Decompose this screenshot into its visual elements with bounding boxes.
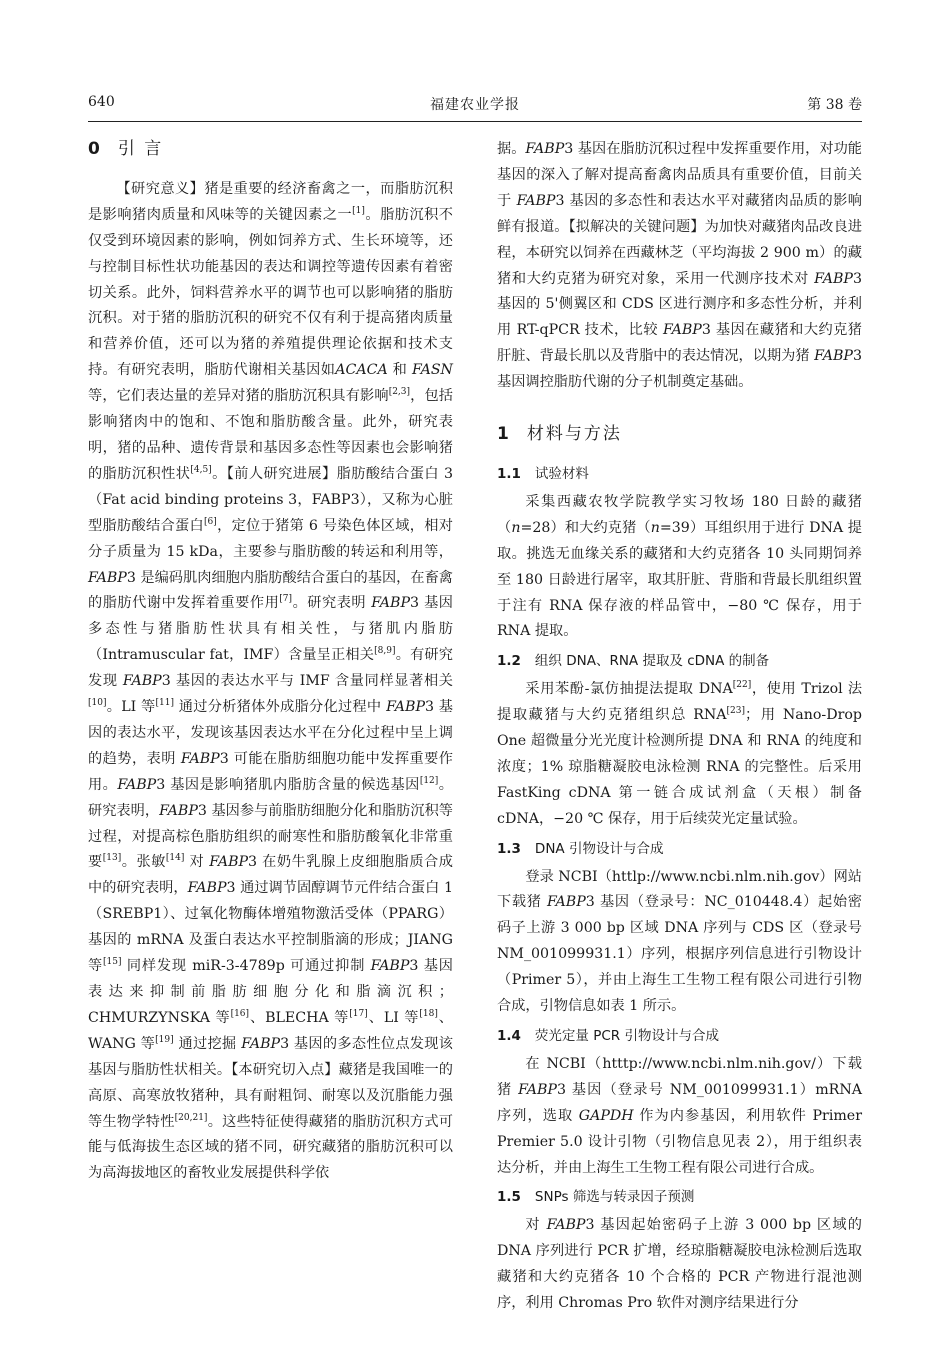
- section-number: 0: [88, 139, 102, 159]
- subsection-paragraph-1-1: 采集西藏农牧学院教学实习牧场 180 日龄的藏猪（n=28）和大约克猪（n=39）耳组织用于进行 DNA 提取。挑选无血缘关系的藏猪和大约克猪各 10 头同期饲养至 180 日龄进行屠宰，取其肝脏、背脂和背最长肌组织置于注有 RNA 保存液的样品管中，−80 ℃ 保存，用于 RNA 提取。: [497, 493, 862, 640]
- introduction-paragraph: 【研究意义】猪是重要的经济畜禽之一，而脂肪沉积是影响猪肉质量和风味等的关键因素之一[1]。脂肪沉积不仅受到环境因素的影响，例如饲养方式、生长环境等，还与控制目标性状功能基因的表达和调控等遗传因素有着密切关系。此外，饲料营养水平的调节也可以影响猪的脂肪沉积。对于猪的脂肪沉积的研究不仅有利于提高猪肉质量和营养价值，还可以为猪的养殖提供理论依据和技术支持。有研究表明，脂肪代谢相关基因如ACACA 和 FASN 等，它们表达量的差异对猪的脂肪沉积具有影响[2,3]，包括影响猪肉中的饱和、不饱和脂肪酸含量。此外，研究表明，猪的品种、遗传背景和基因多态性等因素也会影响猪的脂肪沉积性状[4,5]。【前人研究进展】脂肪酸结合蛋白 3（Fat acid binding proteins 3，FABP3），又称为心脏型脂肪酸结合蛋白[6]，定位于猪第 6 号染色体区域，相对分子质量为 15 kDa，主要参与脂肪酸的转运和利用等，FABP3 是编码肌肉细胞内脂肪酸结合蛋白的基因，在畜禽的脂肪代谢中发挥着重要作用[7]。研究表明 FABP3 基因多态性与猪脂肪性状具有相关性，与猪肌内脂肪（Intramuscular fat，IMF）含量呈正相关[8,9]。有研究发现 FABP3 基因的表达水平与 IMF 含量同样显著相关[10]。LI 等[11] 通过分析猪体外成脂分化过程中 FABP3 基因的表达水平，发现该基因表达水平在分化过程中呈上调的趋势，表明 FABP3 可能在脂肪细胞功能中发挥重要作用。FABP3 基因是影响猪肌内脂肪含量的候选基因[12]。研究表明，FABP3 基因参与前脂肪细胞分化和脂肪沉积等过程，对提高棕色脂肪组织的耐寒性和脂肪酸氧化非常重要[13]。张敏[14] 对 FABP3 在奶牛乳腺上皮细胞脂质合成中的研究表明，FABP3 通过调节固醇调节元件结合蛋白 1（SREBP1）、过氧化物酶体增殖物激活受体（PPARG）基因的 mRNA 及蛋白表达水平控制脂滴的形成；JIANG 等[15] 同样发现 miR-3-4789p 可通过抑制 FABP3 基因表达来抑制前脂肪细胞分化和脂滴沉积；CHMURZYNSKA 等[16]、BLECHA 等[17]、LI 等[18]、WANG 等[19] 通过挖掘 FABP3 基因的多态性位点发现该基因与脂肪性状相关。【本研究切入点】藏猪是我国唯一的高原、高寒放牧猪种，具有耐粗饲、耐寒以及沉脂能力强等生物学特性[20,21]。这些特征使得藏猪的脂肪沉积方式可能与低海拔生态区域的猪不同，研究藏猪的脂肪沉积可以为高海拔地区的畜牧业发展提供科学依: [88, 180, 453, 1182]
- journal-name: 福建农业学报: [430, 97, 520, 113]
- subsection-heading-1-3: 1.3 DNA 引物设计与合成: [497, 840, 664, 857]
- subsection-paragraph-1-2: 采用苯酚-氯仿抽提法提取 DNA[22]，使用 Trizol 法提取藏猪与大约克猪组织总 RNA[23]；用 Nano-Drop One 超微量分光光度计检测所提 DNA 和 RNA 的纯度和浓度；1% 琼脂糖凝胶电泳检测 RNA 的完整性。后采用 FastKing cDNA 第一链合成试剂盒（天根）制备 cDNA，−20 ℃ 保存，用于后续荧光定量试验。: [497, 680, 863, 827]
- section-heading-introduction: [88, 137, 453, 163]
- section-heading-materials-methods: [497, 422, 862, 448]
- section-number: 1: [497, 424, 511, 445]
- page-number: 640: [88, 94, 115, 110]
- subsection-paragraph-1-3: 登录 NCBI（httlp://www.ncbi.nlm.nih.gov）网站下载猪 FABP3 基因（登录号：NC_010448.4）起始密码子上游 3 000 bp 区域 DNA 序列与 CDS 区（登录号 NM_001099931.1）序列，根据序列信息进行引物设计（Primer 5），并由上海生工生物工程有限公司进行引物合成，引物信息如表 1 所示。: [497, 868, 862, 1015]
- subsection-paragraph-1-5: 对 FABP3 基因起始密码子上游 3 000 bp 区域的 DNA 序列进行 PCR 扩增，经琼脂糖凝胶电泳检测后选取藏猪和大约克猪各 10 个合格的 PCR 产物进行混池测序，利用 Chromas Pro 软件对测序结果进行分: [497, 1217, 862, 1312]
- introduction-continuation: 据。FABP3 基因在脂肪沉积过程中发挥重要作用，对功能基因的深入了解对提高畜禽肉品质具有重要价值，目前关于 FABP3 基因的多态性和表达水平对藏猪肉品质的影响鲜有报道。【拟解决的关键问题】为加快对藏猪肉品改良进程，本研究以饲养在西藏林芝（平均海拔 2 900 m）的藏猪和大约克猪为研究对象，采用一代测序技术对 FABP3 基因的 5'侧翼区和 CDS 区进行测序和多态性分析，并利用 RT-qPCR 技术，比较 FABP3 基因在藏猪和大约克猪肝脏、背最长肌以及背脂中的表达情况，以期为猪 FABP3 基因调控脂肪代谢的分子机制奠定基础。: [497, 141, 862, 391]
- header-rule: [88, 121, 862, 122]
- section-title: 引 言: [117, 139, 164, 159]
- volume-label: 第 38 卷: [807, 97, 862, 113]
- subsection-heading-1-4: 1.4 荧光定量 PCR 引物设计与合成: [497, 1028, 719, 1044]
- running-header: [88, 94, 862, 118]
- right-column: [497, 137, 862, 1317]
- section-title: 材料与方法: [526, 424, 622, 445]
- left-column: [88, 137, 453, 1187]
- subsection-heading-1-2: 1.2 组织 DNA、RNA 提取及 cDNA 的制备: [497, 653, 770, 670]
- subsection-paragraph-1-4: 在 NCBI（htttp://www.ncbi.nlm.nih.gov/）下载猪 FABP3 基因（登录号 NM_001099931.1）mRNA 序列，选取 GAPDH 作为内参基因，利用软件 Primer Premier 5.0 设计引物（引物信息见表 2），用于组织表达分析，并由上海生工生物工程有限公司进行合成。: [497, 1055, 863, 1176]
- subsection-heading-1-1: 1.1 试验材料: [497, 465, 589, 482]
- subsection-heading-1-5: 1.5 SNPs 筛选与转录因子预测: [497, 1189, 695, 1206]
